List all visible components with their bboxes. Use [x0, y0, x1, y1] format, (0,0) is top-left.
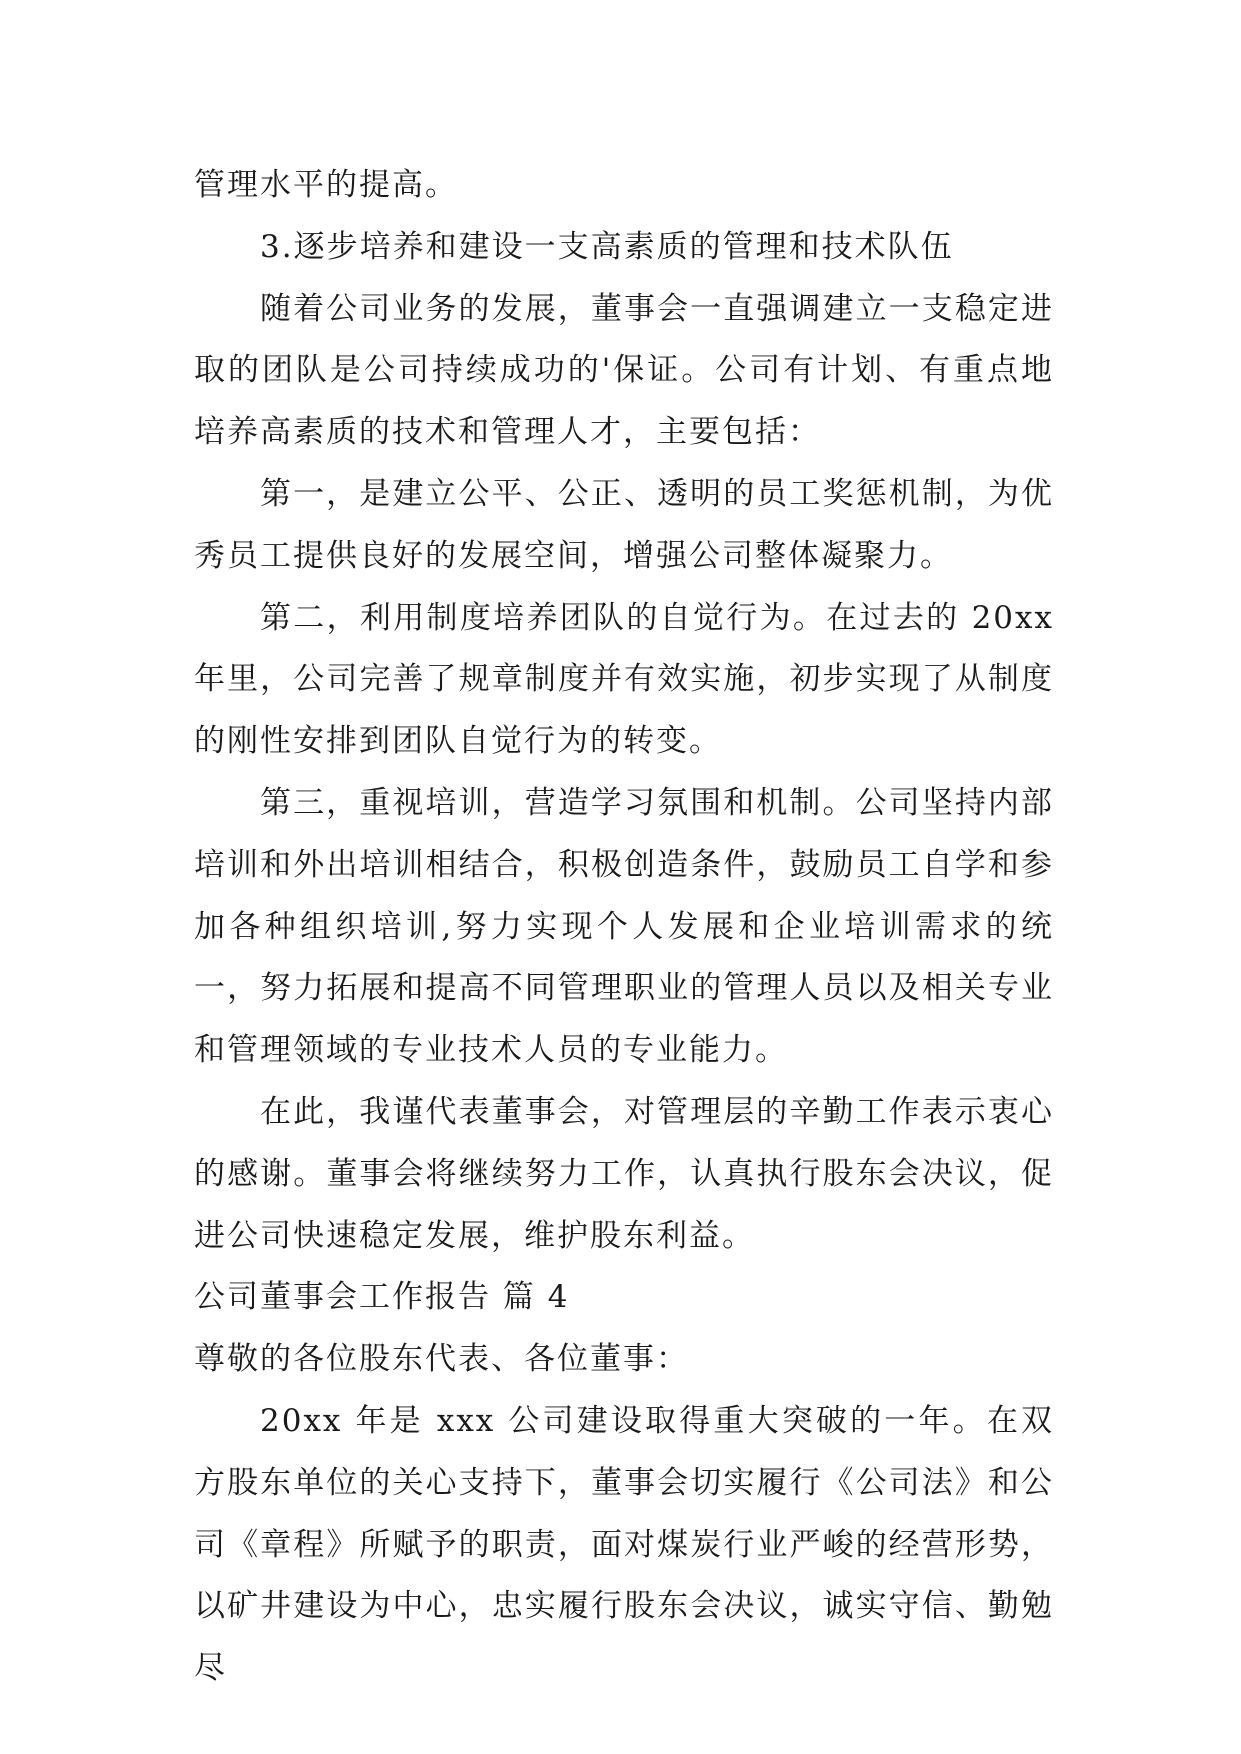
paragraph-continuation: 管理水平的提高。 [194, 167, 458, 203]
paragraph-thanks: 在此，我谨代表董事会，对管理层的辛勤工作表示衷心的感谢。董事会将继续努力工作，认真执行股东会决议，促进公司快速稳定发展，维护股东利益。 [194, 1093, 1054, 1254]
document-body [194, 155, 1054, 1700]
section-heading-3: 3.逐步培养和建设一支高素质的管理和技术队伍 [260, 228, 954, 265]
paragraph-third: 第三，重视培训，营造学习氛围和机制。公司坚持内部培训和外出培训相结合，积极创造条件，鼓励员工自学和参加各种组织培训,努力实现个人发展和企业培训需求的统一，努力拓展和提高不同管理职业的管理人员以及相关专业和管理领域的专业技术人员的专业能力。 [194, 784, 1054, 1069]
paragraph-first: 第一，是建立公平、公正、透明的员工奖惩机制，为优秀员工提供良好的发展空间，增强公司整体凝聚力。 [194, 475, 1054, 574]
paragraph-team-building: 随着公司业务的发展，董事会一直强调建立一支稳定进取的团队是公司持续成功的'保证。公司有计划、有重点地培养高素质的技术和管理人才，主要包括： [194, 290, 1054, 451]
paragraph-second: 第二，利用制度培养团队的自觉行为。在过去的 20xx 年里，公司完善了规章制度并有效实施，初步实现了从制度的刚性安排到团队自觉行为的转变。 [194, 599, 1054, 760]
report-title: 公司董事会工作报告 篇 4 [194, 1279, 570, 1316]
paragraph-intro: 20xx 年是 xxx 公司建设取得重大突破的一年。在双方股东单位的关心支持下，董事会切实履行《公司法》和公司《章程》所赋予的职责，面对煤炭行业严峻的经营形势，以矿井建设为中心，忠实履行股东会决议，诚实守信、勤勉尽 [194, 1402, 1054, 1687]
salutation: 尊敬的各位股东代表、各位董事： [194, 1341, 689, 1378]
